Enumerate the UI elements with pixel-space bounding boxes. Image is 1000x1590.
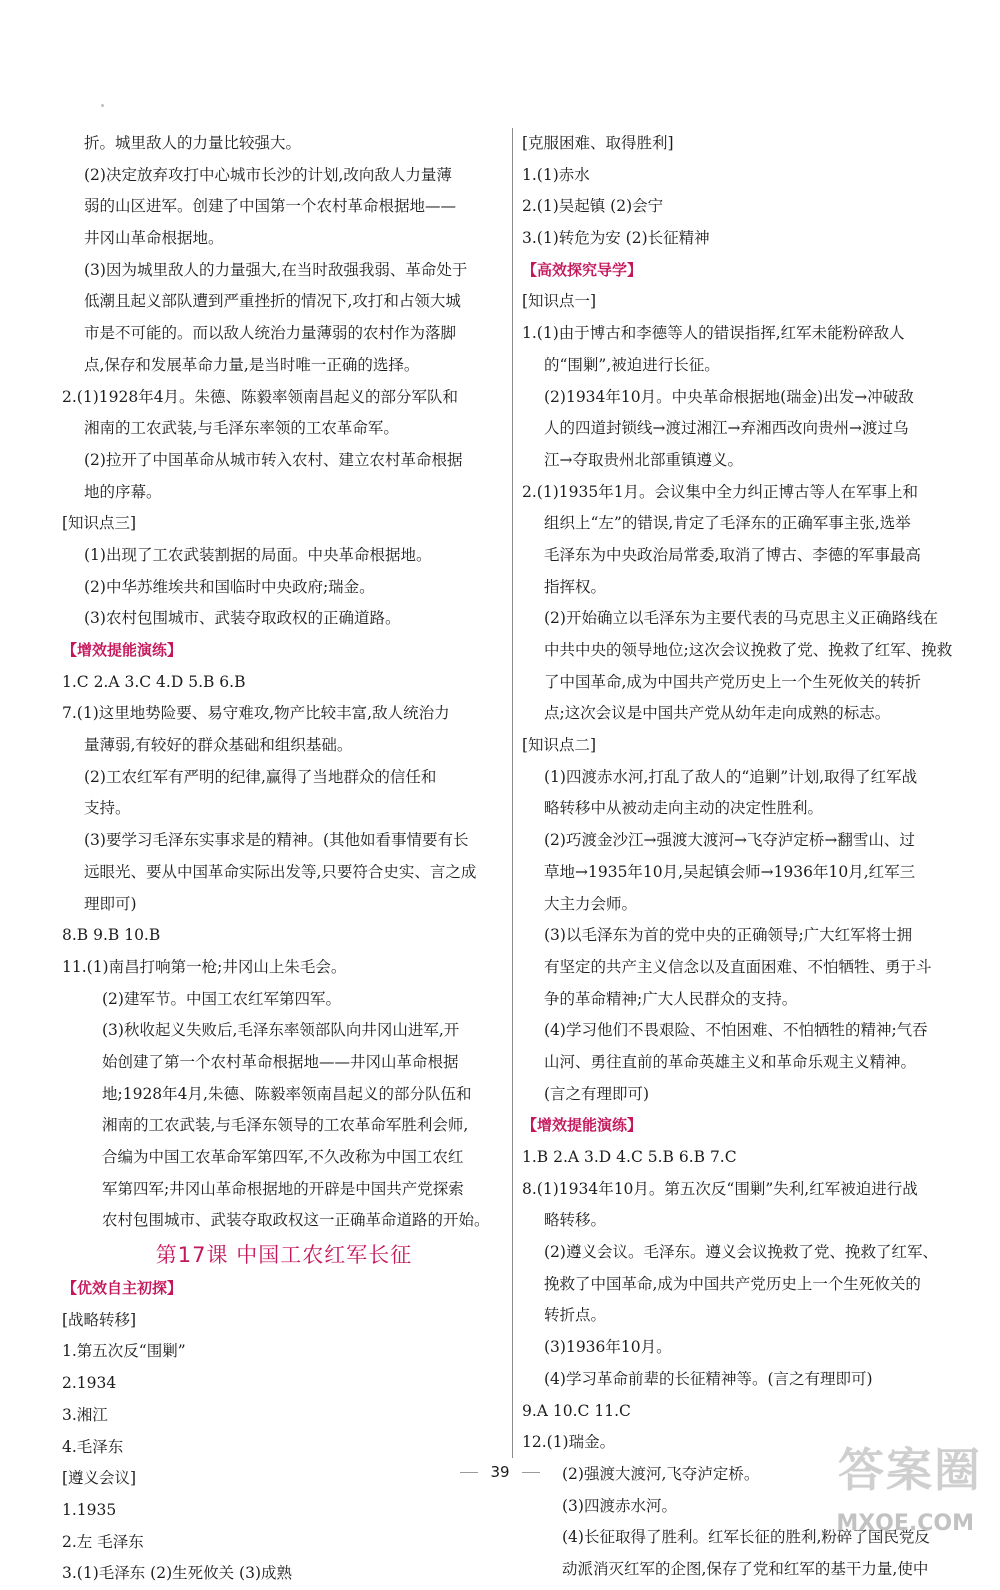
text-line: (3)以毛泽东为首的党中央的正确领导;广大红军将士拥	[544, 926, 913, 945]
text-line: (3)因为城里敌人的力量强大,在当时敌强我弱、革命处于	[84, 260, 468, 279]
text-line: 8.(1)1934年10月。第五次反“围剿”失利,红军被迫进行战	[522, 1179, 918, 1198]
text-line: 指挥权。	[544, 577, 607, 596]
subsection-label: [战略转移]	[62, 1310, 137, 1329]
text-line: 折。城里敌人的力量比较强大。	[84, 134, 302, 152]
subsection-label: [知识点一]	[522, 292, 597, 311]
text-line: 略转移。	[544, 1211, 607, 1230]
text-line: 弱的山区进军。创建了中国第一个农村革命根据地——	[84, 197, 457, 216]
text-line: 4.毛泽东	[62, 1437, 124, 1456]
text-line: 挽救了中国革命,成为中国共产党历史上一个生死攸关的	[544, 1274, 921, 1293]
text-line: 毛泽东为中央政治局常委,取消了博古、李德的军事最高	[544, 545, 921, 564]
text-line: 组织上“左”的错误,肯定了毛泽东的正确军事主张,选举	[544, 514, 911, 533]
section-heading: 【增效提能演练】	[522, 1116, 643, 1135]
text-line: 3.(1)毛泽东 (2)生死攸关 (3)成熟	[62, 1564, 293, 1583]
text-line: (言之有理即可)	[544, 1084, 650, 1103]
text-line: (2)决定放弃攻打中心城市长沙的计划,改向敌人力量薄	[84, 165, 452, 184]
text-line: 人的四道封锁线→渡过湘江→弃湘西改向贵州→渡过乌	[544, 419, 909, 438]
text-line: (2)拉开了中国革命从城市转入农村、建立农村革命根据	[84, 450, 463, 469]
text-line: (2)强渡大渡河,飞夺泸定桥。	[562, 1464, 760, 1483]
right-column	[522, 128, 966, 1586]
watermark-url: MXQE.COM	[836, 1511, 974, 1536]
text-line: 3.(1)转危为安 (2)长征精神	[522, 229, 710, 248]
text-line: (2)1934年10月。中央革命根据地(瑞金)出发→冲破敌	[544, 387, 914, 406]
text-line: 2.左 毛泽东	[62, 1532, 144, 1551]
text-line: 1.1935	[62, 1500, 117, 1519]
text-line: 3.湘江	[62, 1405, 108, 1424]
text-line: 理即可)	[84, 894, 137, 913]
left-column	[62, 128, 506, 1590]
text-line: (2)中华苏维埃共和国临时中央政府;瑞金。	[84, 577, 375, 596]
text-line: (3)四渡赤水河。	[562, 1496, 677, 1515]
text-line: 12.(1)瑞金。	[522, 1433, 616, 1452]
text-line: (3)要学习毛泽东实事求是的精神。(其他如看事情要有长	[84, 831, 469, 850]
text-line: 湘南的工农武装,与毛泽东率领的工农革命军。	[84, 419, 399, 438]
text-line: 支持。	[84, 799, 131, 818]
text-line: 合编为中国工农革命军第四军,不久改称为中国工农红	[102, 1148, 464, 1166]
text-line: (3)农村包围城市、武装夺取政权的正确道路。	[84, 609, 401, 628]
text-line: (2)工农红军有严明的纪律,赢得了当地群众的信任和	[84, 767, 437, 786]
text-line: 2.(1)1935年1月。会议集中全力纠正博古等人在军事上和	[522, 482, 919, 501]
text-line: 山河、勇往直前的革命英雄主义和革命乐观主义精神。	[544, 1052, 917, 1071]
section-heading: 【高效探究导学】	[522, 260, 643, 279]
text-line: 中共中央的领导地位;这次会议挽救了党、挽救了红军、挽救	[544, 641, 953, 659]
text-line: 井冈山革命根据地。	[84, 229, 224, 248]
text-line: 远眼光、要从中国革命实际出发等,只要符合史实、言之成	[84, 862, 477, 881]
text-line: 低潮且起义部队遭到严重挫折的情况下,攻打和占领大城	[84, 292, 461, 311]
page-number: 39	[490, 1463, 510, 1481]
text-line: (4)学习革命前辈的长征精神等。(言之有理即可)	[544, 1369, 873, 1388]
text-line: 草地→1935年10月,吴起镇会师→1936年10月,红军三	[544, 862, 916, 881]
text-line: 2.(1)吴起镇 (2)会宁	[522, 197, 664, 216]
watermark-mark: 答案圈	[838, 1443, 982, 1497]
text-line: 农村包围城市、武装夺取政权这一正确革命道路的开始。	[102, 1211, 490, 1230]
text-line: 1.B 2.A 3.D 4.C 5.B 6.B 7.C	[522, 1148, 737, 1166]
text-line: 大主力会师。	[544, 894, 638, 913]
text-line: (1)四渡赤水河,打乱了敌人的“追剿”计划,取得了红军战	[544, 767, 918, 786]
footer-dash-left	[460, 1472, 478, 1473]
text-line: 江→夺取贵州北部重镇遵义。	[544, 450, 743, 469]
text-line: 11.(1)南昌打响第一枪;井冈山上朱毛会。	[62, 957, 347, 976]
text-line: (4)长征取得了胜利。红军长征的胜利,粉碎了国民党反	[562, 1528, 930, 1547]
text-line: 转折点。	[544, 1306, 607, 1325]
text-line: 地的序幕。	[84, 482, 162, 501]
text-line: 1.(1)赤水	[522, 165, 590, 184]
text-line: 点;这次会议是中国共产党从幼年走向成熟的标志。	[544, 704, 891, 723]
text-line: 1.(1)由于博古和李德等人的错误指挥,红军未能粉碎敌人	[522, 324, 905, 343]
footer-dash-right	[522, 1472, 540, 1473]
subsection-label: [知识点三]	[62, 514, 137, 533]
text-line: 市是不可能的。而以敌人统治力量薄弱的农村作为落脚	[84, 324, 457, 343]
text-line: 地;1928年4月,朱德、陈毅率领南昌起义的部分队伍和	[102, 1084, 472, 1103]
text-line: 始创建了第一个农村革命根据地——井冈山革命根据	[102, 1052, 459, 1071]
section-heading: 【增效提能演练】	[62, 641, 183, 659]
text-line: 军第四军;井冈山革命根据地的开辟是中国共产党探索	[102, 1179, 464, 1198]
text-line: (2)遵义会议。毛泽东。遵义会议挽救了党、挽救了红军、	[544, 1243, 938, 1262]
text-line: 2.(1)1928年4月。朱德、陈毅率领南昌起义的部分军队和	[62, 387, 459, 406]
text-line: (3)秋收起义失败后,毛泽东率领部队向井冈山进军,开	[102, 1021, 460, 1040]
text-line: 9.A 10.C 11.C	[522, 1401, 631, 1420]
subsection-label: [知识点二]	[522, 736, 597, 755]
text-line: (2)巧渡金沙江→强渡大渡河→飞夺泸定桥→翻雪山、过	[544, 831, 915, 850]
text-line: 1.第五次反“围剿”	[62, 1342, 186, 1361]
text-line: 7.(1)这里地势险要、易守难攻,物产比较丰富,敌人统治力	[62, 704, 450, 723]
speck	[101, 104, 104, 107]
text-line: 有坚定的共产主义信念以及直面困难、不怕牺牲、勇于斗	[544, 957, 932, 976]
text-line: 的“围剿”,被迫进行长征。	[544, 355, 720, 374]
text-line: 2.1934	[62, 1374, 117, 1393]
text-line: 争的革命精神;广大人民群众的支持。	[544, 989, 798, 1008]
text-line: (3)1936年10月。	[544, 1338, 672, 1357]
text-line: 1.C 2.A 3.C 4.D 5.B 6.B	[62, 672, 246, 691]
text-line: 动派消灭红军的企图,保存了党和红军的基干力量,使中	[562, 1559, 929, 1578]
lesson-title: 第17课 中国工农红军长征	[155, 1243, 413, 1268]
text-line: 点,保存和发展革命力量,是当时唯一正确的选择。	[84, 355, 420, 374]
text-line: 湘南的工农武装,与毛泽东领导的工农革命军胜利会师,	[102, 1116, 469, 1135]
text-line: (2)开始确立以毛泽东为主要代表的马克思主义正确路线在	[544, 609, 938, 628]
text-line: 量薄弱,有较好的群众基础和组织基础。	[84, 736, 353, 755]
text-line: (2)建军节。中国工农红军第四军。	[102, 989, 341, 1008]
watermark-logo	[782, 1434, 982, 1544]
text-line: 略转移中从被动走向主动的决定性胜利。	[544, 799, 824, 818]
subsection-label: [克服困难、取得胜利]	[522, 134, 674, 152]
text-line: (4)学习他们不畏艰险、不怕困难、不怕牺牲的精神;气吞	[544, 1021, 928, 1040]
text-line: 了中国革命,成为中国共产党历史上一个生死攸关的转折	[544, 672, 921, 691]
section-heading: 【优效自主初探】	[62, 1279, 183, 1298]
text-line: 8.B 9.B 10.B	[62, 926, 161, 945]
text-line: (1)出现了工农武装割据的局面。中央革命根据地。	[84, 545, 432, 564]
column-divider	[512, 128, 513, 1458]
subsection-label: [遵义会议]	[62, 1469, 137, 1488]
